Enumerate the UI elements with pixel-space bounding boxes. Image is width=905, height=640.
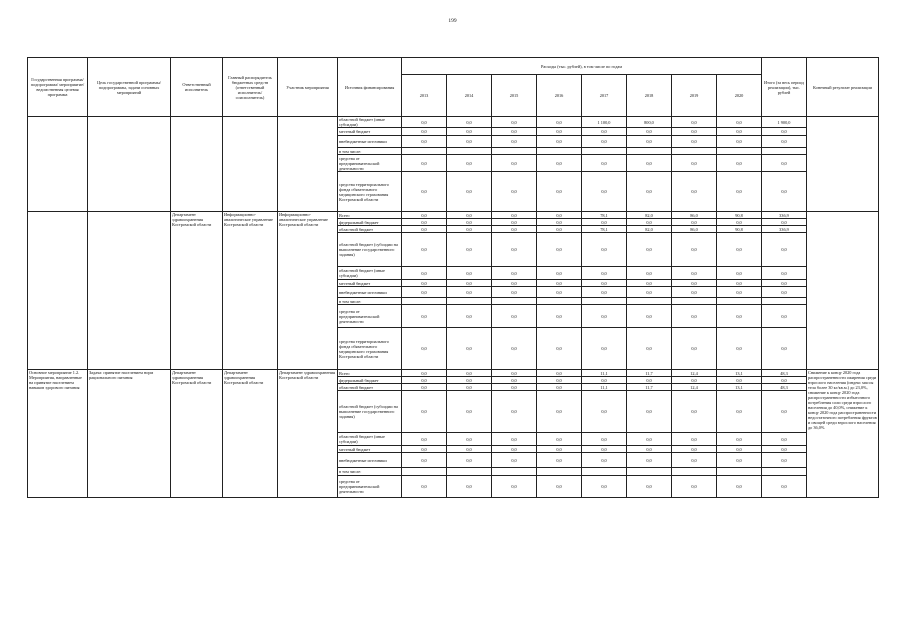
source-cell: областной бюджет xyxy=(338,384,402,391)
total-cell: 0,0 xyxy=(762,136,807,148)
value-cell: 0,0 xyxy=(627,287,672,298)
value-cell: 0,0 xyxy=(492,280,537,287)
value-cell: 0,0 xyxy=(627,267,672,280)
value-cell: 0,0 xyxy=(717,446,762,453)
value-cell: 800,0 xyxy=(627,117,672,128)
source-cell: областной бюджет (иные субсидии) xyxy=(338,267,402,280)
value-cell: 0,0 xyxy=(672,446,717,453)
source-cell: Всего xyxy=(338,370,402,377)
value-cell xyxy=(447,298,492,305)
total-cell: 48,3 xyxy=(762,384,807,391)
value-cell: 0,0 xyxy=(717,155,762,172)
value-cell: 90,8 xyxy=(717,226,762,233)
total-cell: 0,0 xyxy=(762,267,807,280)
header-year: 2015 xyxy=(492,75,537,117)
value-cell: 0,0 xyxy=(447,384,492,391)
value-cell: 0,0 xyxy=(537,172,582,212)
total-cell: 336,9 xyxy=(762,212,807,219)
value-cell xyxy=(672,298,717,305)
total-cell: 0,0 xyxy=(762,476,807,498)
value-cell: 0,0 xyxy=(402,433,447,446)
value-cell: 0,0 xyxy=(447,172,492,212)
source-cell: средства территориального фонда обязательного медицинского страхования Костромской области xyxy=(338,328,402,370)
value-cell: 0,0 xyxy=(582,305,627,328)
distributor-cell: Информационно-аналитическое управление Костромской области xyxy=(223,212,278,370)
header-col1: Государственная программа/подпрограмма/ мероприятие/ ведомственная целевая программа xyxy=(28,58,88,117)
value-cell: 0,0 xyxy=(672,233,717,267)
value-cell: 0,0 xyxy=(717,172,762,212)
total-cell: 0,0 xyxy=(762,391,807,433)
value-cell: 0,0 xyxy=(717,233,762,267)
value-cell: 0,0 xyxy=(402,280,447,287)
value-cell: 0,0 xyxy=(447,280,492,287)
value-cell: 0,0 xyxy=(717,377,762,384)
value-cell: 0,0 xyxy=(672,305,717,328)
value-cell: 0,0 xyxy=(582,453,627,468)
value-cell: 0,0 xyxy=(717,267,762,280)
value-cell: 0,0 xyxy=(402,267,447,280)
total-cell: 0,0 xyxy=(762,172,807,212)
total-cell: 0,0 xyxy=(762,328,807,370)
value-cell: 0,0 xyxy=(402,453,447,468)
value-cell: 0,0 xyxy=(627,136,672,148)
header-year: 2020 xyxy=(717,75,762,117)
program-cell xyxy=(28,212,88,370)
distributor-cell xyxy=(223,117,278,212)
value-cell: 0,0 xyxy=(627,328,672,370)
total-cell: 1 900,0 xyxy=(762,117,807,128)
source-cell: средства от предпринимательской деятельности xyxy=(338,305,402,328)
value-cell: 0,0 xyxy=(492,384,537,391)
value-cell: 82,0 xyxy=(627,212,672,219)
value-cell: 0,0 xyxy=(672,391,717,433)
value-cell: 0,0 xyxy=(447,155,492,172)
header-col6: Источник финансирования xyxy=(338,58,402,117)
value-cell: 0,0 xyxy=(402,212,447,219)
value-cell: 0,0 xyxy=(717,287,762,298)
value-cell: 0,0 xyxy=(492,377,537,384)
total-cell: 336,9 xyxy=(762,226,807,233)
source-cell: Всего xyxy=(338,212,402,219)
value-cell: 0,0 xyxy=(492,433,537,446)
value-cell: 0,0 xyxy=(672,377,717,384)
value-cell: 0,0 xyxy=(582,446,627,453)
participant-cell: Информационно-аналитическое управление Костромской области xyxy=(278,212,338,370)
value-cell: 11,1 xyxy=(582,384,627,391)
source-cell: внебюджетные источники xyxy=(338,136,402,148)
source-cell: средства территориального фонда обязательного медицинского страхования Костромской области xyxy=(338,172,402,212)
value-cell: 0,0 xyxy=(717,128,762,136)
value-cell: 0,0 xyxy=(627,305,672,328)
value-cell: 0,0 xyxy=(447,328,492,370)
value-cell: 0,0 xyxy=(537,212,582,219)
value-cell: 12,4 xyxy=(672,370,717,377)
source-cell: федеральный бюджет xyxy=(338,377,402,384)
value-cell: 0,0 xyxy=(492,136,537,148)
value-cell xyxy=(492,468,537,476)
value-cell: 0,0 xyxy=(402,384,447,391)
source-cell: местный бюджет xyxy=(338,280,402,287)
value-cell: 11,7 xyxy=(627,370,672,377)
value-cell: 0,0 xyxy=(492,476,537,498)
value-cell: 0,0 xyxy=(627,446,672,453)
value-cell xyxy=(537,468,582,476)
value-cell: 0,0 xyxy=(672,155,717,172)
value-cell: 0,0 xyxy=(717,453,762,468)
value-cell: 0,0 xyxy=(672,117,717,128)
goal-cell: Задача: принятие населением норм рационального питания xyxy=(88,370,171,498)
value-cell: 82,0 xyxy=(627,226,672,233)
value-cell: 0,0 xyxy=(402,305,447,328)
source-cell: областной бюджет (иные субсидии) xyxy=(338,117,402,128)
value-cell: 0,0 xyxy=(582,433,627,446)
value-cell xyxy=(402,298,447,305)
value-cell: 0,0 xyxy=(717,136,762,148)
total-cell: 0,0 xyxy=(762,219,807,226)
value-cell: 0,0 xyxy=(672,453,717,468)
source-cell: областной бюджет xyxy=(338,226,402,233)
source-cell: средства от предпринимательской деятельности xyxy=(338,155,402,172)
value-cell: 0,0 xyxy=(492,219,537,226)
value-cell: 0,0 xyxy=(627,128,672,136)
header-year: 2013 xyxy=(402,75,447,117)
value-cell: 0,0 xyxy=(672,476,717,498)
source-cell: местный бюджет xyxy=(338,446,402,453)
source-cell: внебюджетные источники xyxy=(338,287,402,298)
value-cell: 0,0 xyxy=(492,305,537,328)
responsible-cell xyxy=(171,117,223,212)
header-year: 2014 xyxy=(447,75,492,117)
value-cell: 0,0 xyxy=(537,226,582,233)
value-cell: 12,4 xyxy=(672,384,717,391)
value-cell: 0,0 xyxy=(672,136,717,148)
value-cell: 0,0 xyxy=(582,136,627,148)
result-cell xyxy=(807,212,879,370)
value-cell: 0,0 xyxy=(447,370,492,377)
value-cell: 0,0 xyxy=(672,128,717,136)
value-cell: 90,8 xyxy=(717,212,762,219)
total-cell xyxy=(762,148,807,155)
value-cell: 0,0 xyxy=(627,391,672,433)
value-cell: 0,0 xyxy=(402,128,447,136)
total-cell: 0,0 xyxy=(762,280,807,287)
value-cell: 0,0 xyxy=(672,172,717,212)
value-cell: 0,0 xyxy=(402,446,447,453)
value-cell: 0,0 xyxy=(492,172,537,212)
value-cell xyxy=(627,148,672,155)
total-cell: 0,0 xyxy=(762,287,807,298)
value-cell: 0,0 xyxy=(582,267,627,280)
value-cell xyxy=(717,468,762,476)
value-cell: 0,0 xyxy=(492,233,537,267)
total-cell: 0,0 xyxy=(762,128,807,136)
value-cell: 0,0 xyxy=(537,280,582,287)
distributor-cell: Департамент здравоохранения Костромской области xyxy=(223,370,278,498)
total-cell xyxy=(762,468,807,476)
value-cell: 0,0 xyxy=(402,476,447,498)
header-col5: Участник мероприятия xyxy=(278,58,338,117)
value-cell xyxy=(627,298,672,305)
value-cell: 0,0 xyxy=(402,117,447,128)
value-cell: 0,0 xyxy=(447,136,492,148)
value-cell: 0,0 xyxy=(537,370,582,377)
page-number: 199 xyxy=(448,18,457,24)
value-cell: 0,0 xyxy=(537,155,582,172)
header-result: Конечный результат реализации xyxy=(807,58,879,117)
source-cell: в том числе: xyxy=(338,298,402,305)
total-cell: 0,0 xyxy=(762,446,807,453)
value-cell: 0,0 xyxy=(537,391,582,433)
value-cell: 0,0 xyxy=(537,476,582,498)
value-cell: 0,0 xyxy=(537,219,582,226)
value-cell: 0,0 xyxy=(627,219,672,226)
value-cell: 0,0 xyxy=(492,155,537,172)
value-cell: 0,0 xyxy=(582,172,627,212)
value-cell: 78,1 xyxy=(582,226,627,233)
value-cell: 0,0 xyxy=(537,328,582,370)
value-cell: 0,0 xyxy=(492,370,537,377)
total-cell: 0,0 xyxy=(762,305,807,328)
value-cell: 0,0 xyxy=(627,280,672,287)
value-cell xyxy=(627,468,672,476)
value-cell: 0,0 xyxy=(537,453,582,468)
value-cell: 0,0 xyxy=(402,377,447,384)
value-cell: 0,0 xyxy=(447,233,492,267)
value-cell: 0,0 xyxy=(627,155,672,172)
value-cell: 0,0 xyxy=(537,287,582,298)
value-cell: 0,0 xyxy=(447,226,492,233)
value-cell: 0,0 xyxy=(402,172,447,212)
value-cell: 0,0 xyxy=(537,446,582,453)
value-cell: 0,0 xyxy=(492,128,537,136)
value-cell: 0,0 xyxy=(492,267,537,280)
total-cell: 0,0 xyxy=(762,233,807,267)
source-cell: средства от предпринимательской деятельности xyxy=(338,476,402,498)
total-cell: 0,0 xyxy=(762,155,807,172)
source-cell: областной бюджет (субсидии на выполнение государственного задания) xyxy=(338,391,402,433)
value-cell: 0,0 xyxy=(492,446,537,453)
value-cell: 0,0 xyxy=(492,453,537,468)
value-cell: 0,0 xyxy=(717,219,762,226)
value-cell: 0,0 xyxy=(447,433,492,446)
value-cell: 0,0 xyxy=(582,233,627,267)
value-cell: 0,0 xyxy=(402,233,447,267)
value-cell: 0,0 xyxy=(447,446,492,453)
source-cell: в том числе: xyxy=(338,148,402,155)
value-cell: 0,0 xyxy=(402,226,447,233)
value-cell xyxy=(492,148,537,155)
value-cell: 0,0 xyxy=(492,287,537,298)
value-cell: 0,0 xyxy=(447,117,492,128)
value-cell: 0,0 xyxy=(717,476,762,498)
value-cell: 0,0 xyxy=(537,384,582,391)
value-cell: 0,0 xyxy=(537,267,582,280)
header-year: 2019 xyxy=(672,75,717,117)
value-cell xyxy=(582,298,627,305)
program-cell xyxy=(28,117,88,212)
value-cell: 0,0 xyxy=(402,136,447,148)
value-cell: 0,0 xyxy=(582,280,627,287)
result-cell xyxy=(807,117,879,212)
value-cell: 0,0 xyxy=(627,377,672,384)
table-row xyxy=(28,117,879,128)
source-cell: в том числе: xyxy=(338,468,402,476)
value-cell xyxy=(582,148,627,155)
header-total: Итого (за весь период реализации), тыс. рублей xyxy=(762,58,807,117)
value-cell: 0,0 xyxy=(402,370,447,377)
value-cell: 0,0 xyxy=(717,280,762,287)
value-cell: 0,0 xyxy=(492,226,537,233)
value-cell: 0,0 xyxy=(627,433,672,446)
value-cell: 0,0 xyxy=(402,219,447,226)
value-cell: 13,1 xyxy=(717,384,762,391)
header-col2: Цель государственной программы/подпрограммы, задачи основных мероприятий xyxy=(88,58,171,117)
participant-cell: Департамент здравоохранения Костромской области xyxy=(278,370,338,498)
participant-cell xyxy=(278,117,338,212)
value-cell: 0,0 xyxy=(447,377,492,384)
value-cell: 0,0 xyxy=(672,287,717,298)
source-cell: местный бюджет xyxy=(338,128,402,136)
value-cell: 0,0 xyxy=(582,377,627,384)
result-cell: Снижение к концу 2020 года распространенности ожирения среди взрослого населения (индекс массы тела более 30 кг/кв.м.) до 23,0%, снижение к концу 2020 года распространенности избыточного потребления соли среди взрослого населения до 40,0%, снижение к концу 2020 года распространенности недостаточного потребления фруктов и овощей среди взрослого населения до 36,0% xyxy=(807,370,879,498)
value-cell: 0,0 xyxy=(672,267,717,280)
value-cell: 0,0 xyxy=(537,433,582,446)
value-cell: 0,0 xyxy=(717,391,762,433)
value-cell: 0,0 xyxy=(537,136,582,148)
value-cell: 0,0 xyxy=(492,391,537,433)
value-cell: 0,0 xyxy=(717,305,762,328)
header-year: 2017 xyxy=(582,75,627,117)
value-cell: 0,0 xyxy=(447,305,492,328)
value-cell: 0,0 xyxy=(582,287,627,298)
value-cell: 0,0 xyxy=(447,453,492,468)
source-cell: внебюджетные источники xyxy=(338,453,402,468)
value-cell: 0,0 xyxy=(492,117,537,128)
value-cell xyxy=(447,148,492,155)
value-cell: 13,1 xyxy=(717,370,762,377)
value-cell: 0,0 xyxy=(672,280,717,287)
value-cell: 0,0 xyxy=(582,391,627,433)
value-cell: 0,0 xyxy=(717,117,762,128)
value-cell: 0,0 xyxy=(537,305,582,328)
header-col3: Ответственный исполнитель xyxy=(171,58,223,117)
value-cell: 0,0 xyxy=(582,328,627,370)
header-col4: Главный распорядитель бюджетных средств (ответственный исполнитель/ соисполнитель) xyxy=(223,58,278,117)
value-cell: 0,0 xyxy=(447,212,492,219)
value-cell: 0,0 xyxy=(582,128,627,136)
value-cell xyxy=(447,468,492,476)
responsible-cell: Департамент здравоохранения Костромской области xyxy=(171,370,223,498)
value-cell xyxy=(537,148,582,155)
value-cell: 0,0 xyxy=(447,128,492,136)
value-cell: 0,0 xyxy=(537,128,582,136)
value-cell: 0,0 xyxy=(582,476,627,498)
value-cell: 0,0 xyxy=(447,219,492,226)
value-cell: 0,0 xyxy=(627,233,672,267)
value-cell: 0,0 xyxy=(582,155,627,172)
header-year: 2016 xyxy=(537,75,582,117)
value-cell xyxy=(582,468,627,476)
value-cell: 86,0 xyxy=(672,226,717,233)
table-row xyxy=(28,370,879,377)
program-cell: Основное мероприятие 1.2. Мероприятия, направленные на принятие населением навыков здорового питания xyxy=(28,370,88,498)
value-cell: 0,0 xyxy=(672,219,717,226)
budget-table xyxy=(27,57,879,498)
value-cell xyxy=(672,468,717,476)
total-cell: 0,0 xyxy=(762,377,807,384)
value-cell: 0,0 xyxy=(402,155,447,172)
goal-cell xyxy=(88,212,171,370)
total-cell: 0,0 xyxy=(762,433,807,446)
value-cell: 0,0 xyxy=(672,433,717,446)
value-cell: 0,0 xyxy=(402,287,447,298)
value-cell: 0,0 xyxy=(537,377,582,384)
value-cell: 0,0 xyxy=(447,476,492,498)
value-cell xyxy=(492,298,537,305)
value-cell: 0,0 xyxy=(627,172,672,212)
goal-cell xyxy=(88,117,171,212)
value-cell xyxy=(717,148,762,155)
value-cell: 0,0 xyxy=(447,391,492,433)
value-cell xyxy=(537,298,582,305)
source-cell: областной бюджет (субсидии на выполнение государственного задания) xyxy=(338,233,402,267)
total-cell xyxy=(762,298,807,305)
source-cell: федеральный бюджет xyxy=(338,219,402,226)
value-cell: 0,0 xyxy=(492,328,537,370)
value-cell: 78,1 xyxy=(582,212,627,219)
total-cell: 48,3 xyxy=(762,370,807,377)
value-cell: 0,0 xyxy=(402,391,447,433)
value-cell: 0,0 xyxy=(447,267,492,280)
value-cell: 1 100,0 xyxy=(582,117,627,128)
value-cell: 11,1 xyxy=(582,370,627,377)
value-cell: 0,0 xyxy=(447,287,492,298)
value-cell: 0,0 xyxy=(492,212,537,219)
header-year: 2018 xyxy=(627,75,672,117)
value-cell: 0,0 xyxy=(717,433,762,446)
value-cell: 0,0 xyxy=(402,328,447,370)
value-cell: 0,0 xyxy=(672,328,717,370)
value-cell xyxy=(402,468,447,476)
value-cell: 0,0 xyxy=(582,219,627,226)
value-cell: 0,0 xyxy=(627,476,672,498)
responsible-cell: Департамент здравоохранения Костромской области xyxy=(171,212,223,370)
value-cell: 0,0 xyxy=(717,328,762,370)
source-cell: областной бюджет (иные субсидии) xyxy=(338,433,402,446)
total-cell: 0,0 xyxy=(762,453,807,468)
value-cell: 86,0 xyxy=(672,212,717,219)
header-expenses: Расходы (тыс. рублей), в том числе по годам xyxy=(402,58,762,75)
value-cell: 0,0 xyxy=(627,453,672,468)
value-cell xyxy=(672,148,717,155)
value-cell: 0,0 xyxy=(537,117,582,128)
value-cell xyxy=(717,298,762,305)
value-cell xyxy=(402,148,447,155)
table-row xyxy=(28,212,879,219)
value-cell: 11,7 xyxy=(627,384,672,391)
value-cell: 0,0 xyxy=(537,233,582,267)
